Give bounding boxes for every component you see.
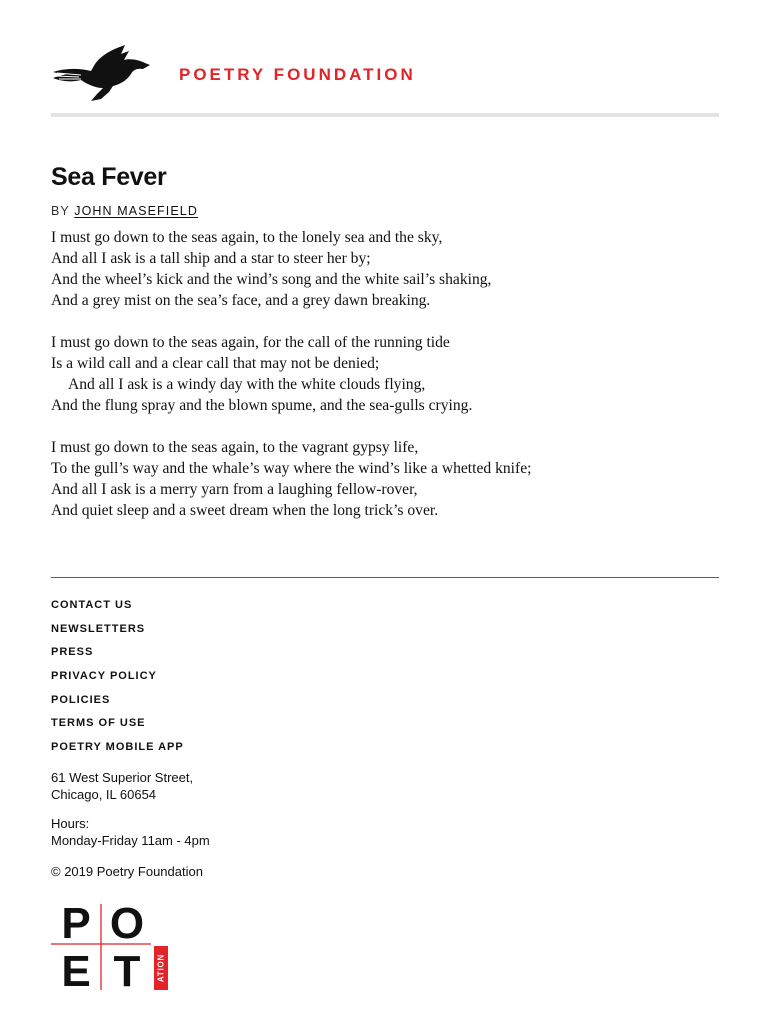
byline [51, 204, 198, 218]
poem-body [51, 227, 731, 542]
pegasus-logo-icon[interactable] [51, 44, 151, 102]
footer-nav [51, 597, 184, 763]
footer-link-privacy-policy[interactable]: PRIVACY POLICY [51, 670, 157, 683]
address [51, 769, 193, 803]
logo-side-text: ATION [156, 953, 166, 983]
logo-letter-o: O [109, 902, 145, 948]
address-line-1: 61 West Superior Street, [51, 770, 194, 785]
footer-link-terms-of-use[interactable]: TERMS OF USE [51, 717, 146, 730]
poem-line: I must go down to the seas again, for the call of the running tide [51, 334, 450, 351]
poem-line: To the gull’s way and the whale’s way where the wind’s like a whetted knife; [51, 460, 532, 477]
poem-line: And a grey mist on the sea’s face, and a grey dawn breaking. [51, 292, 431, 309]
poem-line: And all I ask is a tall ship and a star to steer her by; [51, 250, 371, 267]
footer-link-newsletters[interactable]: NEWSLETTERS [51, 622, 146, 635]
author-link[interactable]: JOHN MASEFIELD [74, 204, 198, 218]
copyright: © 2019 Poetry Foundation [51, 864, 203, 879]
poem-line: And all I ask is a windy day with the white clouds flying, [68, 376, 426, 393]
hours-value: Monday-Friday 11am - 4pm [51, 833, 210, 848]
stanza [51, 227, 731, 311]
header-divider [51, 113, 719, 117]
poem-line: Is a wild call and a clear call that may not be denied; [51, 355, 380, 372]
poem-line: And the wheel’s kick and the wind’s song and the white sail’s shaking, [51, 271, 492, 288]
address-line-2: Chicago, IL 60654 [51, 787, 157, 802]
footer-divider [51, 577, 719, 578]
footer-link-poetry-mobile-app[interactable]: POETRY MOBILE APP [51, 741, 184, 754]
footer-link-contact-us[interactable]: CONTACT US [51, 599, 133, 611]
logo-letter-p: P [61, 902, 91, 948]
hours-label: Hours: [51, 816, 90, 831]
poem-line: And all I ask is a merry yarn from a laughing fellow-rover, [51, 481, 418, 498]
by-prefix: BY [51, 204, 70, 218]
logo-letter-e: E [61, 947, 91, 994]
poem-line: And the flung spray and the blown spume, and the sea-gulls crying. [51, 397, 473, 414]
site-header [51, 44, 719, 104]
footer-link-press[interactable]: PRESS [51, 646, 94, 659]
poem-line: I must go down to the seas again, to the lonely sea and the sky, [51, 229, 443, 246]
poem-line: I must go down to the seas again, to the vagrant gypsy life, [51, 439, 419, 456]
stanza [51, 332, 731, 416]
brand-name-link[interactable]: POETRY FOUNDATION [179, 65, 416, 84]
poem-line: And quiet sleep and a sweet dream when the long trick’s over. [51, 502, 439, 519]
stanza [51, 437, 731, 521]
poetry-foundation-logo[interactable] [51, 902, 171, 994]
poem-title: Sea Fever [51, 163, 167, 191]
logo-letter-t: T [113, 947, 141, 994]
footer-link-policies[interactable]: POLICIES [51, 693, 111, 706]
hours [51, 815, 210, 849]
